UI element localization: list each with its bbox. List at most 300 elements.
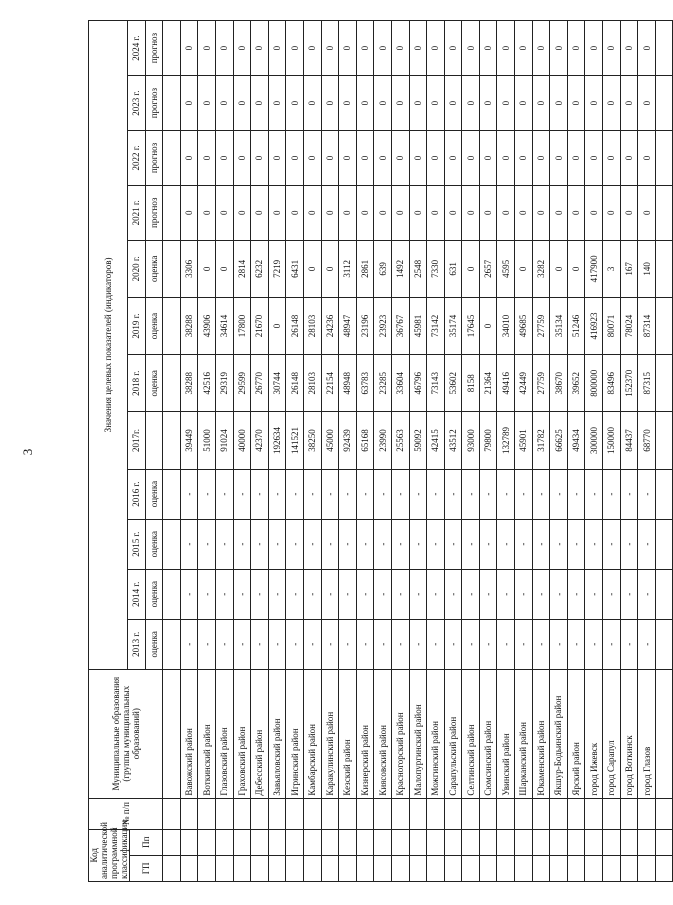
cell-gp [515,855,533,881]
cell-value: 0 [339,185,357,240]
cell-value: 0 [462,76,480,131]
cell-value: - [550,519,568,569]
cell-value: 25563 [391,412,409,469]
cell-value: 27759 [532,297,550,354]
cell-value: - [409,519,427,569]
cell-value: 43906 [198,297,216,354]
cell-municipality: Камбарский район [303,669,321,798]
cell-pp [374,829,392,855]
cell-num [638,798,656,829]
cell-value: 0 [409,21,427,76]
cell-value: 39652 [567,355,585,412]
cell-value: 0 [515,21,533,76]
cell-value: 0 [427,76,445,131]
cell-value: - [444,519,462,569]
cell-value: 0 [268,131,286,186]
cell-pp [603,829,621,855]
cell-value: - [215,569,233,619]
cell-value: - [550,619,568,669]
cell-value: 84437 [620,412,638,469]
page-number: 3 [20,448,35,456]
cell-value: - [532,519,550,569]
cell-value: - [180,619,198,669]
table-row [427,21,445,882]
cell-value: - [180,469,198,519]
cell-gp [233,855,251,881]
cell-gp [532,855,550,881]
cell-value: 0 [427,131,445,186]
cell-value: - [321,569,339,619]
cell-value: 0 [497,185,515,240]
cell-value: - [497,519,515,569]
cell-value: - [321,619,339,669]
cell-value: 0 [532,21,550,76]
cell-gp [479,855,497,881]
cell-value: 167 [620,240,638,297]
table-row [251,21,269,882]
cell-value: 0 [444,76,462,131]
value-type-header: оценка [145,519,163,569]
cell-value: 30744 [268,355,286,412]
cell-gp [567,855,585,881]
cell-value: - [286,569,304,619]
cell-value: 0 [215,21,233,76]
cell-value: - [268,519,286,569]
cell-num [497,798,515,829]
cell-value [163,412,181,469]
cell-value: 0 [391,21,409,76]
cell-value: - [497,619,515,669]
cell-value: - [251,519,269,569]
cell-pp [251,829,269,855]
cell-value: 0 [462,131,480,186]
cell-value: 0 [180,76,198,131]
cell-value: - [215,519,233,569]
cell-gp [339,855,357,881]
table-row [479,21,497,882]
header-values: Значения целевых показателей (индикаторов) [89,21,128,670]
header-code: Код аналитической программной классификации [89,829,130,881]
year-header: 2024 г. [128,21,146,76]
cell-num [251,798,269,829]
cell-num [198,798,216,829]
cell-value: - [479,619,497,669]
cell-value: - [233,619,251,669]
value-type-header: прогноз [145,21,163,76]
table-row [391,21,409,882]
cell-value: - [603,469,621,519]
cell-num [163,798,181,829]
cell-value: 0 [356,185,374,240]
table-row [567,21,585,882]
table-header [89,21,163,882]
cell-value: 417900 [585,240,603,297]
cell-value: 141521 [286,412,304,469]
cell-value: - [515,569,533,619]
cell-value: - [268,619,286,669]
cell-value: 6431 [286,240,304,297]
cell-value: - [638,569,656,619]
cell-value: 0 [321,185,339,240]
cell-value: 0 [374,76,392,131]
cell-value [163,297,181,354]
cell-value: 0 [603,131,621,186]
cell-value: 0 [567,240,585,297]
cell-municipality: город Глазов [638,669,656,798]
cell-value: - [515,619,533,669]
cell-pp [479,829,497,855]
cell-value: 45981 [409,297,427,354]
cell-value: - [550,469,568,519]
table-row [198,21,216,882]
cell-value: 0 [567,21,585,76]
cell-value: 0 [497,76,515,131]
cell-value: 0 [356,131,374,186]
cell-value: - [444,569,462,619]
cell-num [620,798,638,829]
cell-pp [427,829,445,855]
value-type-header: оценка [145,619,163,669]
cell-value [655,569,673,619]
cell-value: 0 [303,21,321,76]
cell-value: 0 [233,21,251,76]
cell-value: 28103 [303,355,321,412]
cell-value: 0 [251,21,269,76]
cell-value: 0 [638,76,656,131]
table-row [180,21,198,882]
cell-value: 0 [321,21,339,76]
cell-value: - [356,569,374,619]
cell-value: - [409,469,427,519]
cell-municipality: Сарапульский район [444,669,462,798]
cell-value: 0 [233,185,251,240]
cell-value: - [339,569,357,619]
cell-value: 0 [303,131,321,186]
cell-num [567,798,585,829]
cell-value: 0 [497,21,515,76]
cell-value: 3282 [532,240,550,297]
cell-value: 0 [550,76,568,131]
cell-pp [268,829,286,855]
cell-value: 35174 [444,297,462,354]
cell-value: - [497,469,515,519]
cell-value [163,519,181,569]
cell-value: - [180,569,198,619]
cell-num [550,798,568,829]
cell-value: - [620,519,638,569]
cell-value: 0 [215,131,233,186]
cell-value: - [638,519,656,569]
cell-value: 27759 [532,355,550,412]
cell-municipality: Можгинский район [427,669,445,798]
cell-pp [515,829,533,855]
cell-num [515,798,533,829]
cell-value: 0 [515,76,533,131]
cell-value: 0 [233,76,251,131]
year-header: 2014 г. [128,569,146,619]
cell-pp [339,829,357,855]
cell-value: 631 [444,240,462,297]
cell-municipality: Красногорский район [391,669,409,798]
cell-value: 24236 [321,297,339,354]
cell-value: 0 [585,21,603,76]
cell-value: - [567,569,585,619]
cell-value [655,21,673,76]
cell-num [444,798,462,829]
cell-value: 48947 [339,297,357,354]
cell-value: - [356,619,374,669]
cell-value [655,619,673,669]
table-row [585,21,603,882]
cell-gp [655,855,673,881]
cell-value [655,76,673,131]
cell-num [180,798,198,829]
cell-value: 23923 [374,297,392,354]
cell-pp [655,829,673,855]
cell-value: - [620,619,638,669]
value-type-header: оценка [145,469,163,519]
cell-num [356,798,374,829]
year-header: 2022 г. [128,131,146,186]
cell-value: - [462,569,480,619]
cell-value: 0 [409,185,427,240]
cell-value: 0 [251,131,269,186]
table-row [515,21,533,882]
cell-value: 0 [268,21,286,76]
cell-value: 17645 [462,297,480,354]
cell-gp [163,855,181,881]
cell-value: - [532,469,550,519]
cell-value: 0 [497,131,515,186]
cell-pp [356,829,374,855]
cell-value [163,240,181,297]
cell-value: 0 [620,21,638,76]
cell-municipality: Игринский район [286,669,304,798]
cell-value: 0 [198,76,216,131]
cell-value: 73143 [427,355,445,412]
cell-value: - [479,569,497,619]
cell-num [655,798,673,829]
table-row [497,21,515,882]
cell-pp [163,829,181,855]
cell-value: - [303,569,321,619]
cell-value: 0 [215,76,233,131]
cell-value: - [391,469,409,519]
cell-num [286,798,304,829]
cell-pp [409,829,427,855]
cell-gp [409,855,427,881]
cell-value: 33604 [391,355,409,412]
cell-value: - [321,519,339,569]
cell-value [163,569,181,619]
cell-value: 0 [515,131,533,186]
cell-value: 0 [268,185,286,240]
cell-value: 36767 [391,297,409,354]
cell-value: 0 [233,131,251,186]
cell-value: 0 [391,76,409,131]
cell-value: 0 [321,76,339,131]
table-row [356,21,374,882]
cell-gp [391,855,409,881]
cell-value: - [638,469,656,519]
cell-value: 416923 [585,297,603,354]
cell-value: 38250 [303,412,321,469]
cell-value: 53602 [444,355,462,412]
cell-value: 1492 [391,240,409,297]
cell-value: - [303,519,321,569]
cell-value: 51246 [567,297,585,354]
indicators-table [88,20,673,882]
cell-value: 0 [180,131,198,186]
cell-gp [444,855,462,881]
cell-value: - [515,519,533,569]
cell-value: 0 [215,185,233,240]
cell-value: 49416 [497,355,515,412]
cell-value: 0 [286,76,304,131]
cell-pp [180,829,198,855]
cell-value: - [198,469,216,519]
cell-value: 152370 [620,355,638,412]
cell-value: 0 [550,240,568,297]
cell-gp [321,855,339,881]
cell-value: - [321,469,339,519]
cell-value: 800000 [585,355,603,412]
cell-value: - [427,619,445,669]
cell-municipality: Завьяловский район [268,669,286,798]
cell-value: 31782 [532,412,550,469]
cell-value: 38288 [180,297,198,354]
cell-value: 51000 [198,412,216,469]
cell-value: 150000 [603,412,621,469]
cell-pp [198,829,216,855]
cell-value: - [409,619,427,669]
value-type-header: прогноз [145,76,163,131]
cell-value: 0 [198,21,216,76]
cell-value: 3112 [339,240,357,297]
year-header: 2021 г. [128,185,146,240]
cell-value: - [251,569,269,619]
year-header: 2017г. [128,412,146,469]
cell-value: 0 [321,131,339,186]
cell-value: - [374,619,392,669]
value-type-header: оценка [145,569,163,619]
cell-value: - [339,519,357,569]
cell-pp [233,829,251,855]
cell-value: 7330 [427,240,445,297]
cell-value: 0 [303,76,321,131]
cell-value: 0 [339,21,357,76]
year-header: 2020 г. [128,240,146,297]
cell-pp [215,829,233,855]
cell-value: 87315 [638,355,656,412]
cell-value: 0 [180,185,198,240]
cell-value: 2814 [233,240,251,297]
cell-municipality: Малопургинский район [409,669,427,798]
cell-num [303,798,321,829]
cell-value: 35134 [550,297,568,354]
cell-municipality: Якшур-Бодьинский район [550,669,568,798]
cell-num [427,798,445,829]
cell-value: 0 [462,21,480,76]
cell-value: 0 [427,185,445,240]
cell-municipality: Киясовский район [374,669,392,798]
cell-value: 192634 [268,412,286,469]
cell-value: 0 [303,185,321,240]
cell-value: - [286,519,304,569]
cell-value: 0 [532,131,550,186]
cell-value: 7219 [268,240,286,297]
cell-municipality: Сюмсинский район [479,669,497,798]
cell-value: 65168 [356,412,374,469]
cell-value [655,185,673,240]
cell-value: - [198,569,216,619]
cell-municipality: Граховский район [233,669,251,798]
table-row [638,21,656,882]
year-header: 2015 г. [128,519,146,569]
cell-value: 0 [391,131,409,186]
year-header: 2016 г. [128,469,146,519]
cell-value: - [462,519,480,569]
cell-value: - [391,519,409,569]
cell-value: 49434 [567,412,585,469]
cell-pp [286,829,304,855]
cell-municipality: город Воткинск [620,669,638,798]
cell-value: 87314 [638,297,656,354]
cell-value: - [339,619,357,669]
cell-gp [286,855,304,881]
cell-value: - [603,519,621,569]
cell-municipality: Каракулинский район [321,669,339,798]
year-header: 2019 г. [128,297,146,354]
cell-value [163,21,181,76]
cell-value: 68770 [638,412,656,469]
cell-value [655,131,673,186]
cell-value: - [356,519,374,569]
cell-value: 0 [444,21,462,76]
cell-value: 42449 [515,355,533,412]
cell-value: 38670 [550,355,568,412]
cell-value: 0 [251,76,269,131]
cell-gp [356,855,374,881]
cell-value: 79800 [479,412,497,469]
cell-municipality: Кезский район [339,669,357,798]
cell-value: - [286,619,304,669]
cell-gp [198,855,216,881]
cell-municipality: Кизнерский район [356,669,374,798]
cell-num [585,798,603,829]
cell-municipality: город Сарапул [603,669,621,798]
cell-gp [180,855,198,881]
cell-value: 0 [603,185,621,240]
table-row [286,21,304,882]
cell-value [655,412,673,469]
cell-value: 26148 [286,297,304,354]
cell-value: - [479,469,497,519]
cell-value: 42415 [427,412,445,469]
cell-value [655,469,673,519]
value-type-header: прогноз [145,131,163,186]
cell-value: 66625 [550,412,568,469]
cell-num [409,798,427,829]
cell-value: - [603,569,621,619]
cell-value: - [638,619,656,669]
cell-value: 0 [620,76,638,131]
value-type-header: прогноз [145,185,163,240]
cell-value: - [462,469,480,519]
cell-value: 78024 [620,297,638,354]
cell-value: 0 [585,131,603,186]
value-type-header: оценка [145,297,163,354]
